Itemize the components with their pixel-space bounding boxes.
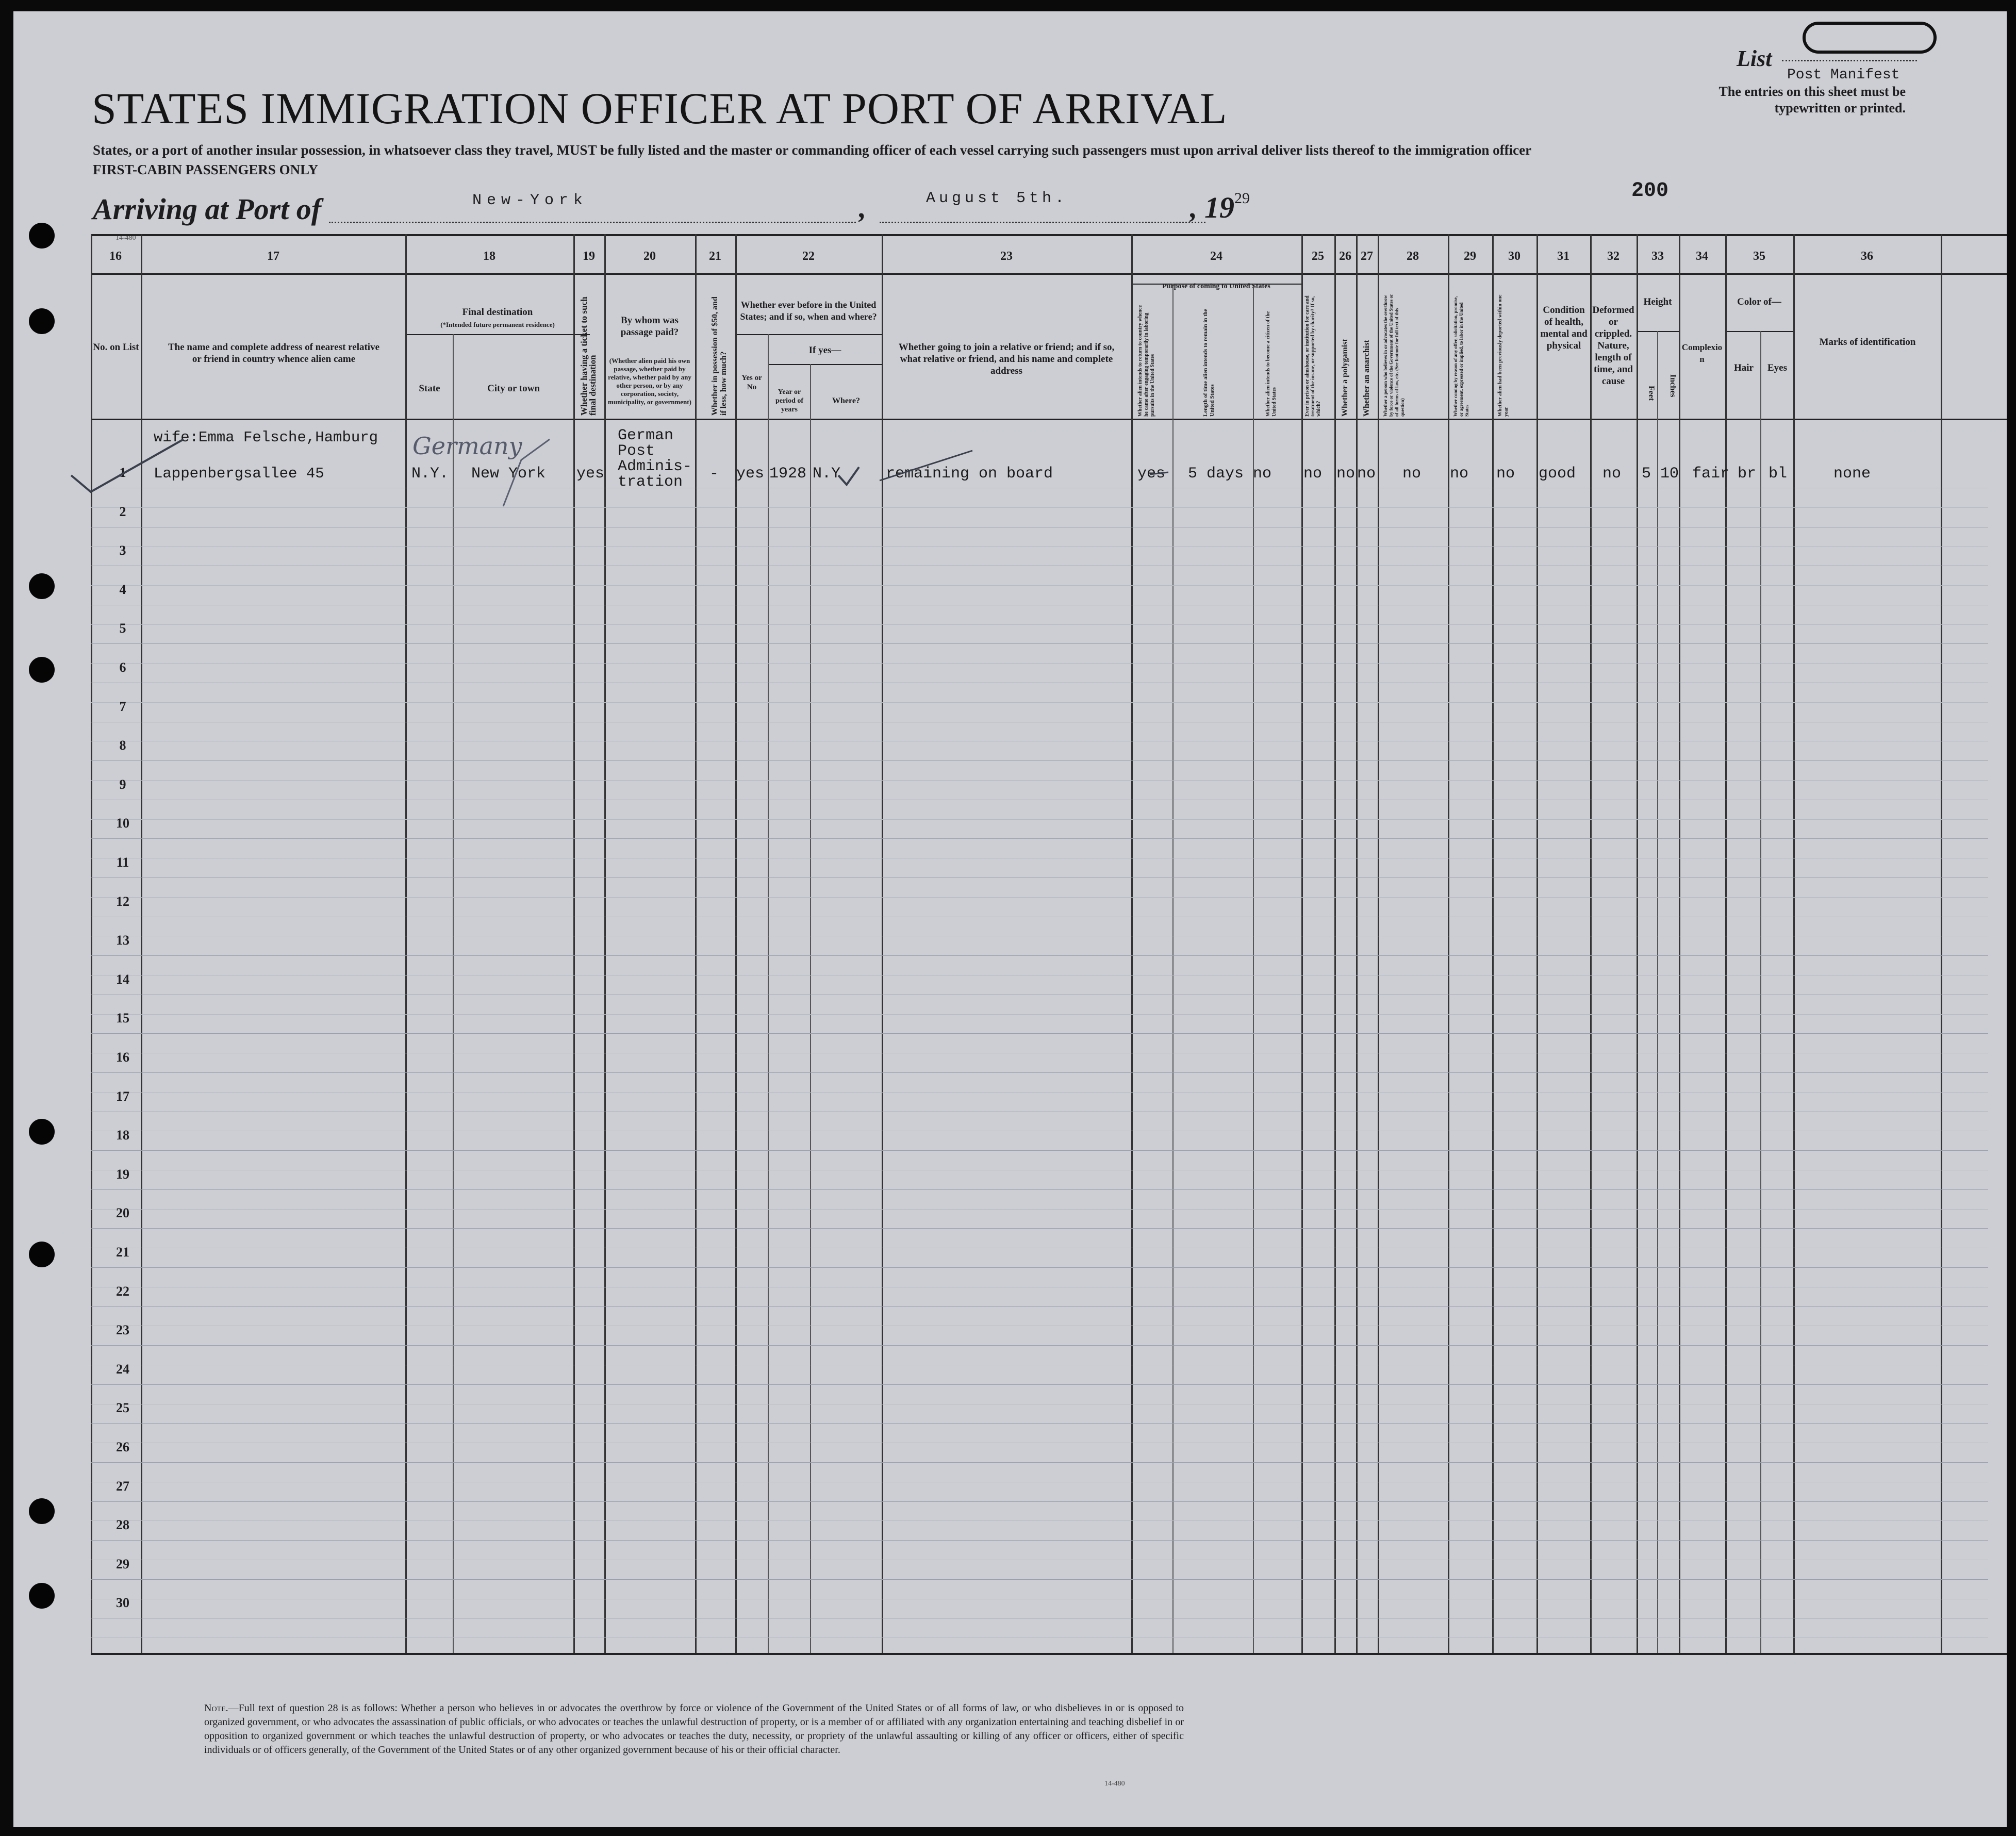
row-rule <box>91 1189 1988 1190</box>
header-deformed: Deformed or crippled. Nature, length of time, and cause <box>1592 305 1634 387</box>
header-money: Whether in possession of $50, and if less, how much? <box>710 296 728 416</box>
entry-relative-line1: wife:Emma Felsche,Hamburg <box>154 429 378 446</box>
check-mark-icon <box>838 467 859 485</box>
header-anarchist: Whether an anarchist <box>1362 340 1371 417</box>
binder-hole-icon <box>29 1119 55 1145</box>
col-number: 34 <box>1696 250 1708 263</box>
row-rule <box>91 1150 1988 1151</box>
row-rule <box>91 1423 1988 1424</box>
header-polygamist: Whether a polygamist <box>1341 339 1349 417</box>
col-number: 19 <box>583 250 595 263</box>
row-rule-minor <box>91 1209 1988 1210</box>
entry-passage-1: German <box>618 427 674 444</box>
col-number: 23 <box>1000 250 1013 263</box>
entry-joining: remaining on board <box>886 465 1053 483</box>
check-stroke-icon <box>880 451 972 481</box>
row-rule <box>91 1462 1988 1463</box>
row-number: 22 <box>116 1283 129 1299</box>
subline: States, or a port of another insular possession, in whatsoever class they travel, MUST be fully listed and the master or commanding officer of each vessel carrying such passengers must upon arrival deliver lists thereof to the immigration officer <box>93 142 1532 158</box>
entry-prison: no <box>1303 465 1323 483</box>
row-rule <box>91 1267 1988 1268</box>
col-number: 21 <box>709 250 721 263</box>
check-mark-icon <box>71 439 184 492</box>
header-where: Where? <box>832 396 860 405</box>
footnote-form-number: 14-480 <box>1104 1780 1125 1788</box>
header-passage-note: (Whether alien paid his own passage, whether paid by relative, whether paid by any other person, or by any corporation, society, municipality, or government) <box>608 357 691 406</box>
row-number: 15 <box>116 1011 129 1026</box>
col-number: 22 <box>802 250 815 263</box>
row-number: 10 <box>116 816 129 831</box>
header-ticket: Whether having a ticket to such final destination <box>579 296 598 416</box>
row-rule-minor <box>91 585 1988 586</box>
entry-city: New York <box>471 465 546 483</box>
entry-inches: 10 <box>1660 465 1679 483</box>
page-title: STATES IMMIGRATION OFFICER AT PORT OF ARRIVAL <box>92 84 1228 133</box>
row-rule-minor <box>91 1637 1988 1638</box>
entry-state: N.Y. <box>411 465 449 483</box>
year-prefix: 19 <box>1204 191 1234 224</box>
row-number: 30 <box>116 1595 129 1611</box>
col-number: 18 <box>483 250 495 263</box>
header-yes-no: Yes or No <box>741 374 762 391</box>
row-rule <box>91 1228 1988 1229</box>
row-number: 1 <box>119 465 126 480</box>
header-if-yes: If yes— <box>808 345 841 356</box>
entry-q29: no <box>1450 465 1469 483</box>
col-number: 36 <box>1861 250 1873 263</box>
header-feet: Feet <box>1647 386 1656 401</box>
row-rule-minor <box>91 702 1988 703</box>
col-number: 24 <box>1210 250 1222 263</box>
row-rule <box>91 1033 1988 1034</box>
entry-q30: no <box>1496 465 1515 483</box>
entry-return: yes <box>1137 465 1166 483</box>
row-rule-minor <box>91 897 1988 898</box>
table-bottom-border <box>91 1653 2007 1655</box>
header-hair: Hair <box>1734 362 1754 373</box>
entry-passage-4: tration <box>618 473 683 491</box>
row-number: 13 <box>116 933 129 948</box>
manifest-sheet <box>13 11 2007 1827</box>
header-final-destination-note: (*Intended future permanent residence) <box>440 321 555 328</box>
row-number: 27 <box>116 1478 129 1494</box>
row-rule <box>91 1072 1988 1073</box>
row-rule-minor <box>91 1092 1988 1093</box>
row-rule-minor <box>91 663 1988 664</box>
header-joining: Whether going to join a relative or friend; and if so, what relative or friend, and his name and complete address <box>898 342 1115 376</box>
header-purpose: Purpose of coming to United States <box>1162 283 1270 290</box>
col-number: 33 <box>1651 250 1664 263</box>
row-rule <box>91 838 1988 839</box>
entry-health: good <box>1539 465 1576 483</box>
row-rule <box>91 1540 1988 1541</box>
row-rule <box>91 1306 1988 1307</box>
entry-before-where: N.Y <box>813 465 841 483</box>
col-number: 26 <box>1339 250 1351 263</box>
entry-length: 5 days <box>1188 465 1244 483</box>
row-number: 18 <box>116 1128 129 1143</box>
row-rule-minor <box>91 819 1988 820</box>
row-number: 12 <box>116 894 129 909</box>
list-label: List <box>1737 46 1772 71</box>
header-q29: Whether coming by reason of any offer, solicitation, promise, or agreement, expressed or implied, to labor in the United States <box>1453 296 1469 417</box>
footnote-lead: Note. <box>204 1702 228 1714</box>
check-stroke-icon <box>503 439 550 506</box>
row-number: 5 <box>119 621 126 636</box>
row-number: 14 <box>116 971 129 987</box>
row-number: 20 <box>116 1205 129 1221</box>
col-number: 30 <box>1508 250 1521 263</box>
header-city: City or town <box>487 383 540 394</box>
header-purpose-length: Length of time alien intends to remain in the United States <box>1202 309 1215 417</box>
cabin-class: FIRST-CABIN PASSENGERS ONLY <box>93 162 319 177</box>
col-number: 16 <box>109 250 122 263</box>
binder-hole-icon <box>29 1583 55 1609</box>
row-number: 2 <box>119 504 126 519</box>
strike-mark-icon <box>1150 472 1168 474</box>
date-value: August 5th. <box>926 190 1068 207</box>
entry-polygamist: no <box>1336 465 1356 483</box>
entry-anarchist: no <box>1357 465 1376 483</box>
list-type: Post Manifest <box>1787 67 1900 83</box>
col-number: 28 <box>1407 250 1419 263</box>
col-number: 29 <box>1464 250 1476 263</box>
header-inches: Inches <box>1668 374 1677 398</box>
header-complexion: Complexion <box>1681 342 1723 364</box>
row-rule-minor <box>91 624 1988 625</box>
entry-q28: no <box>1402 465 1422 483</box>
entry-passage-2: Post <box>618 442 655 460</box>
header-relative: The name and complete address of nearest relative or friend in country whence alien came <box>168 342 380 365</box>
row-number: 11 <box>116 855 129 870</box>
row-number: 24 <box>116 1361 129 1377</box>
row-number: 17 <box>116 1088 129 1104</box>
row-rule <box>91 1345 1988 1346</box>
row-rule <box>91 1384 1988 1385</box>
row-number: 28 <box>116 1517 129 1533</box>
row-number: 6 <box>119 660 126 675</box>
comma: , <box>859 192 866 224</box>
row-rule <box>91 955 1988 956</box>
row-rule <box>91 1501 1988 1502</box>
comma: , <box>1190 192 1197 224</box>
col-number: 35 <box>1753 250 1765 263</box>
arriving-label: Arriving at Port of <box>93 192 322 226</box>
row-rule <box>91 1579 1988 1580</box>
header-state: State <box>419 383 440 394</box>
entry-before-yes: yes <box>736 465 765 483</box>
row-number: 25 <box>116 1400 129 1416</box>
row-rule <box>91 760 1988 761</box>
row-number: 4 <box>119 582 126 597</box>
col-number: 32 <box>1607 250 1620 263</box>
footnote-text: —Full text of question 28 is as follows: Whether a person who believes in or advocates the overthrow by force or violence of the Government of the United States or of all forms of law, or who disbelieves in or is opposed to organized government, or who advocates the assassination of public officials, or who advocates or teaches the unlawful destruction of property, or is a member of or affiliated with any organization entertaining and teaching disbelief in or opposition to organized government or which teaches the unlawful destruction of property, or who advocates or teaches the duty, necessity, or propriety of the unlawful assaulting or killing of any officer or officers, either of specific individuals or of officers generally, of the Government of the United States or of any other organized government because of his or their official character. <box>204 1702 1184 1756</box>
header-no-on-list: No. on List <box>93 342 139 353</box>
binder-hole-icon <box>29 657 55 683</box>
header-color-of: Color of— <box>1737 296 1781 307</box>
header-q30: Whether alien had been previously deported within one year <box>1497 294 1509 417</box>
header-prison: Ever in prison or almshouse, or institution for care and treatment of the insane, or supported by charity? If so, which? <box>1304 295 1321 417</box>
instructions: The entries on this sheet must be typewritten or printed. <box>1718 84 1906 115</box>
row-number: 9 <box>119 776 126 792</box>
row-rule <box>91 643 1988 644</box>
row-number: 16 <box>116 1050 129 1065</box>
entry-before-year: 1928 <box>769 465 807 483</box>
row-rule-minor <box>91 780 1988 781</box>
entry-relative-line2: Lappenbergsallee 45 <box>154 465 324 482</box>
col-number: 25 <box>1312 250 1324 263</box>
header-marks: Marks of identification <box>1819 337 1916 348</box>
binder-hole-icon <box>29 1498 55 1524</box>
row-rule-minor <box>91 1014 1988 1015</box>
row-number: 21 <box>116 1245 129 1260</box>
row-number: 8 <box>119 738 126 753</box>
col-number: 17 <box>267 250 279 263</box>
entry-citizen: no <box>1253 465 1272 483</box>
sheet-number: 200 <box>1631 179 1669 203</box>
header-q28: Whether a person who believes in or advocates the overthrow by force or violence of the Government of the United States or of all forms of law, etc. (See footnote for full text of this question) <box>1383 294 1405 417</box>
header-before-us: Whether ever before in the United States; and if so, when and where? <box>740 300 877 322</box>
row-number: 23 <box>116 1322 129 1338</box>
entry-marks: none <box>1833 465 1871 483</box>
col-number: 31 <box>1557 250 1569 263</box>
entry-money: - <box>709 465 719 483</box>
header-purpose-return: Whether alien intends to return to country whence he came after engaging temporarily in laboring pursuits in the United States <box>1137 305 1155 417</box>
form-number: 14-480 <box>115 234 136 242</box>
entry-hair: br <box>1738 465 1757 483</box>
entry-eyes: bl <box>1769 465 1788 483</box>
port-value: New-York <box>472 192 588 209</box>
entry-complexion: fair <box>1692 465 1730 483</box>
row-rule-minor <box>91 1520 1988 1521</box>
entry-passage-3: Adminis- <box>618 458 692 475</box>
footnote <box>204 1701 1184 1757</box>
header-eyes: Eyes <box>1767 362 1787 373</box>
year-suffix: 29 <box>1234 190 1250 207</box>
header-passage: By whom was passage paid? <box>620 315 679 338</box>
header-year-period: Year or period of years <box>775 388 804 413</box>
row-number: 29 <box>116 1556 129 1572</box>
entry-ticket: yes <box>576 465 605 483</box>
col-number: 20 <box>643 250 656 263</box>
header-purpose-citizen: Whether alien intends to become a citizen of the United States <box>1265 311 1277 417</box>
row-number: 3 <box>119 543 126 558</box>
header-health: Condition of health, mental and physical <box>1540 305 1588 351</box>
handwritten-check-marks <box>13 11 2007 578</box>
header-final-destination: Final destination <box>462 307 533 318</box>
row-number: 26 <box>116 1440 129 1454</box>
col-number: 27 <box>1361 250 1373 263</box>
row-number: 19 <box>116 1166 129 1182</box>
header-height: Height <box>1643 296 1672 307</box>
entry-deformed: no <box>1602 465 1622 483</box>
row-number: 7 <box>119 699 126 714</box>
entry-feet: 5 <box>1642 465 1651 483</box>
binder-hole-icon <box>29 1242 55 1267</box>
entry-handwritten-country: Germany <box>412 432 522 460</box>
